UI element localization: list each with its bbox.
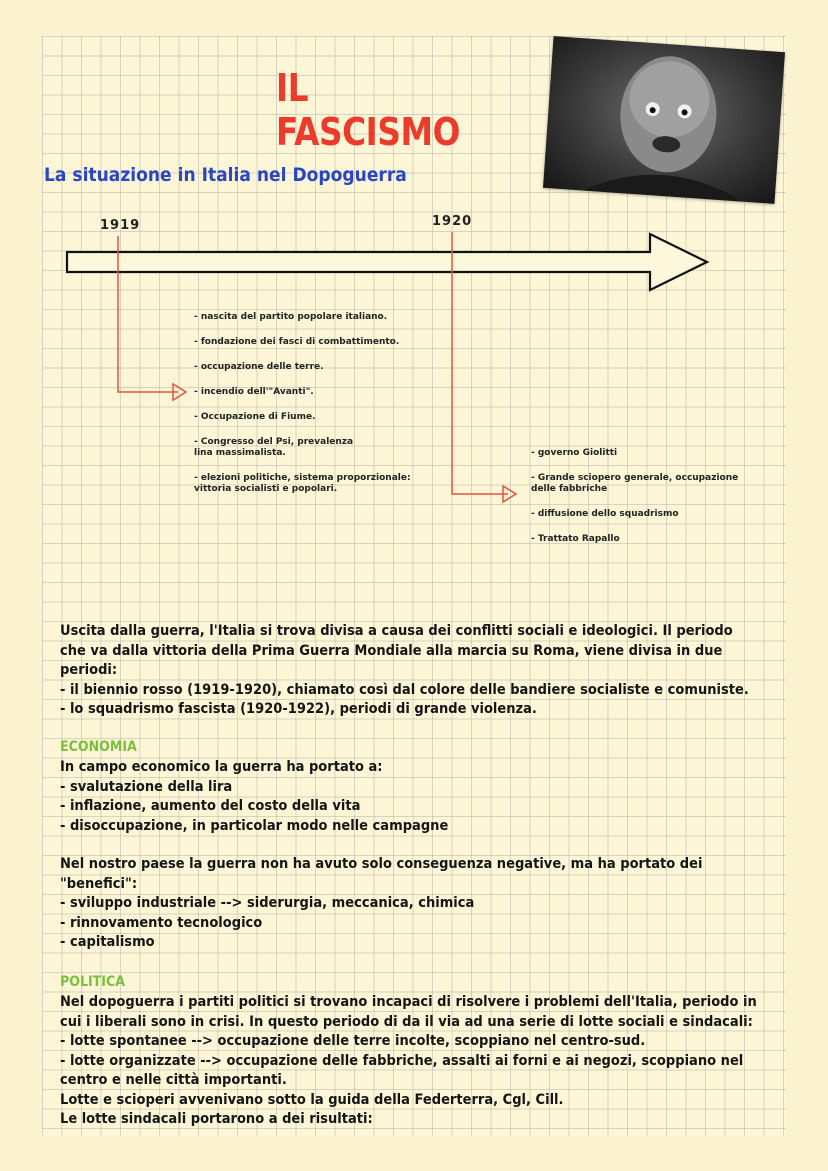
text-line: In campo economico la guerra ha portato a: <box>60 759 383 775</box>
politica-paragraph <box>60 993 762 1130</box>
events-1920-list <box>531 448 751 559</box>
list-item: - diffusione dello squadrismo <box>531 509 679 519</box>
text-line: cui i liberali sono in crisi. In questo periodo di da il via ad una serie di lotte sociali e sindacali: <box>60 1013 753 1030</box>
text-line: - lotte organizzate --> occupazione delle fabbriche, assalti ai forni e ai negozi, scoppiano nel <box>60 1052 744 1069</box>
year-1920: 1920 <box>432 214 473 229</box>
text-line: - svalutazione della lira <box>60 778 233 795</box>
text-line: "benefici": <box>60 875 138 892</box>
timeline-arrow <box>67 234 707 290</box>
intro-paragraph <box>60 622 762 720</box>
list-item: - occupazione delle terre. <box>194 362 324 372</box>
section-subtitle: La situazione in Italia nel Dopoguerra <box>44 164 407 186</box>
list-item: - elezioni politiche, sistema proporzionale: vittoria socialisti e popolari. <box>194 473 411 494</box>
page-title: IL FASCISMO <box>276 66 460 154</box>
text-line: centro e nelle città importanti. <box>60 1072 287 1088</box>
list-item: - Trattato Rapallo <box>531 534 620 544</box>
text-line: - rinnovamento tecnologico <box>60 914 263 931</box>
text-line: Lotte e scioperi avvenivano sotto la guida della Federterra, Cgl, Cill. <box>60 1091 564 1108</box>
list-item: - Occupazione di Fiume. <box>194 412 316 422</box>
text-line: - capitalismo <box>60 934 155 950</box>
text-line: - lotte spontanee --> occupazione delle terre incolte, scoppiano nel centro-sud. <box>60 1033 646 1049</box>
text-line: - sviluppo industriale --> siderurgia, meccanica, chimica <box>60 895 475 911</box>
text-line: - lo squadrismo fascista (1920-1922), periodi di grande violenza. <box>60 701 537 717</box>
list-item: - Grande sciopero generale, occupazione delle fabbriche <box>531 473 739 494</box>
economia-heading: ECONOMIA <box>60 739 137 755</box>
text-line: Le lotte sindacali portarono a dei risultati: <box>60 1111 373 1127</box>
list-item: - fondazione dei fasci di combattimento. <box>194 337 400 347</box>
text-line: che va dalla vittoria della Prima Guerra Mondiale alla marcia su Roma, viene divisa in due <box>60 642 723 659</box>
list-item: - Congresso del Psi, prevalenza lina massimalista. <box>194 437 354 458</box>
list-item: - governo Giolitti <box>531 448 618 458</box>
list-item: - incendio dell'"Avanti". <box>194 387 314 397</box>
text-line: - il biennio rosso (1919-1920), chiamato così dal colore delle bandiere socialiste e comuniste. <box>60 681 749 698</box>
economia-paragraph <box>60 758 762 836</box>
text-line: - inflazione, aumento del costo della vita <box>60 798 361 814</box>
events-1919-list <box>194 312 414 509</box>
benefici-paragraph <box>60 855 762 953</box>
text-line: - disoccupazione, in particolar modo nelle campagne <box>60 817 449 834</box>
list-item: - nascita del partito popolare italiano. <box>194 312 388 322</box>
text-line: Nel nostro paese la guerra non ha avuto solo conseguenza negative, ma ha portato dei <box>60 856 703 872</box>
text-line: Nel dopoguerra i partiti politici si trovano incapaci di risolvere i problemi dell'Italia, periodo in <box>60 994 757 1010</box>
year-1919: 1919 <box>100 218 141 233</box>
text-line: periodi: <box>60 662 118 678</box>
politica-heading: POLITICA <box>60 974 125 990</box>
text-line: Uscita dalla guerra, l'Italia si trova divisa a causa dei conflitti sociali e ideologici. Il periodo <box>60 623 733 639</box>
